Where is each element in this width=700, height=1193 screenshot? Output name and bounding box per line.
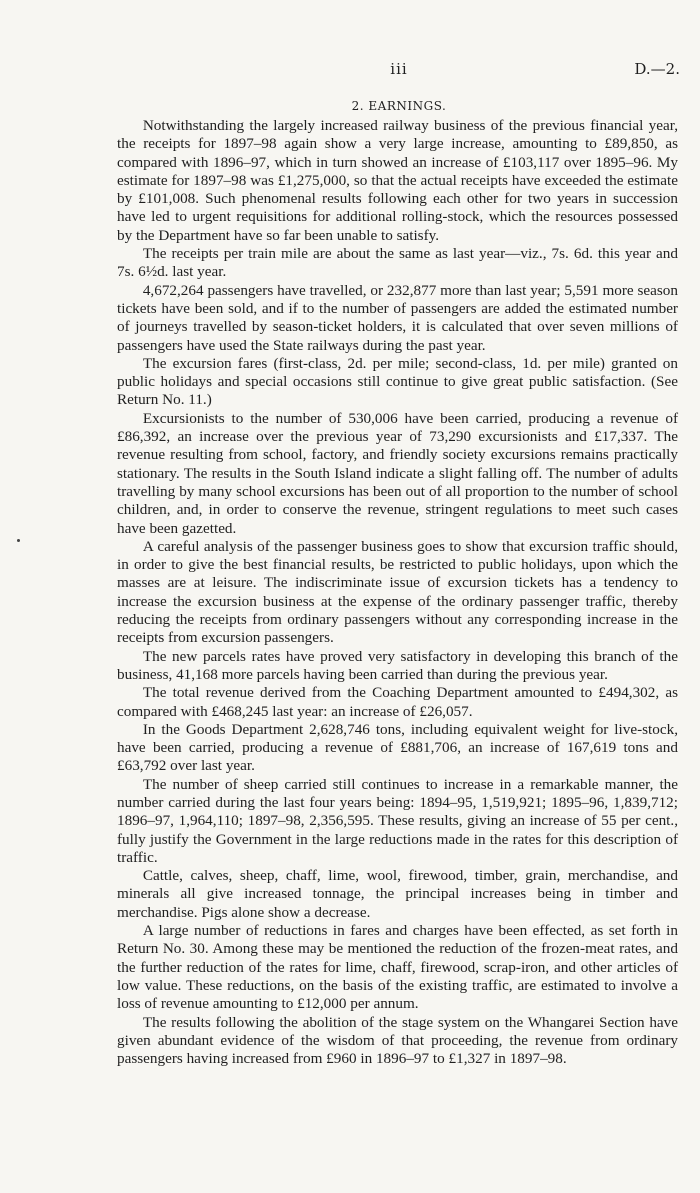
page-number: iii bbox=[390, 60, 408, 78]
paragraph-train-mile-receipts: The receipts per train mile are about the same as last year—viz., 7s. 6d. this year and 7s. 6½d. last year. bbox=[117, 245, 678, 281]
paragraph-reductions: A large number of reductions in fares and charges have been effected, as set forth in Return No. 30. Among these may be mentioned the reduction of the frozen-meat rates, and the further reduction of the rates for lime, chaff, firewood, scrap-iron, and other articles of low value. These reductions, on the basis of the existing traffic, are estimated to involve a loss of revenue amounting to £12,000 per annum. bbox=[117, 922, 678, 1013]
paragraph-excursionists: Excursionists to the number of 530,006 have been carried, producing a revenue of £86,392, an increase over the previous year of 73,290 excursionists and £17,337. The revenue resulting from school, factory, and friendly society excursions remains practically stationary. The results in the South Island indicate a slight falling off. The number of adults travelling by many school excursions has been out of all proportion to the number of school children, and, in order to conserve the revenue, stringent regulations to meet such cases have been gazetted. bbox=[117, 409, 678, 537]
paragraph-coaching-revenue: The total revenue derived from the Coaching Department amounted to £494,302, as compared with £468,245 last year: an increase of £26,057. bbox=[117, 684, 678, 720]
paragraph-excursion-fares: The excursion fares (first-class, 2d. per mile; second-class, 1d. per mile) granted on public holidays and special occasions still continue to give great public satisfaction. (See Return No. 11.) bbox=[117, 354, 678, 409]
paragraph-sheep-carried: The number of sheep carried still continues to increase in a remarkable manner, the number carried during the last four years being: 1894–95, 1,519,921; 1895–96, 1,839,712; 1896–97, 1,964,110; 1897–98, 2,356,595. These results, giving an increase of 55 per cent., fully justify the Government in the large reductions made in the rates for this description of traffic. bbox=[117, 775, 678, 866]
paragraph-parcels-rates: The new parcels rates have proved very satisfactory in developing this branch of the business, 41,168 more parcels having been carried than during the previous year. bbox=[117, 647, 678, 683]
paragraph-passengers: 4,672,264 passengers have travelled, or 232,877 more than last year; 5,591 more season tickets have been sold, and if to the number of passengers are added the estimated number of journeys travelled by season-ticket holders, it is calculated that over seven millions of passengers have used the State railways during the past year. bbox=[117, 281, 678, 354]
paragraph-tonnage: Cattle, calves, sheep, chaff, lime, wool, firewood, timber, grain, merchandise, and minerals all give increased tonnage, the principal increases being in timber and merchandise. Pigs alone show a decrease. bbox=[117, 867, 678, 921]
document-code: D.—2. bbox=[634, 60, 680, 78]
page-header bbox=[118, 60, 680, 80]
paragraph-earnings-summary: Notwithstanding the largely increased railway business of the previous financial year, the receipts for 1897–98 again show a very large increase, amounting to £89,850, as compared with 1896–97, which in turn showed an increase of £103,117 over 1895–96. My estimate for 1897–98 was £1,275,000, so that the actual receipts have exceeded the estimate by £101,008. Such phenomenal results following each other for two years in succession have led to urgent requisitions for additional rolling-stock, which the resources possessed by the Department have so far been unable to satisfy. bbox=[117, 117, 678, 244]
paragraph-goods-department: In the Goods Department 2,628,746 tons, including equivalent weight for live-stock, have been carried, producing a revenue of £881,706, an increase of 167,619 tons and £63,792 over last year. bbox=[117, 720, 678, 775]
paragraph-passenger-analysis: A careful analysis of the passenger business goes to show that excursion traffic should, in order to give the best financial results, be restricted to public holidays, upon which the masses are at leisure. The indiscriminate issue of excursion tickets has a tendency to increase the excursion business at the expense of the ordinary passenger traffic, thereby reducing the receipts from ordinary passengers without any corresponding increase in the receipts from excursion passengers. bbox=[117, 537, 678, 647]
section-heading: 2. EARNINGS. bbox=[351, 99, 447, 113]
body-text bbox=[117, 117, 678, 1068]
paragraph-whangarei-section: The results following the abolition of the stage system on the Whangarei Section have given abundant evidence of the wisdom of that proceeding, the revenue from ordinary passengers having increased from £960 in 1896–97 to £1,327 in 1897–98. bbox=[117, 1013, 678, 1068]
margin-speck bbox=[17, 539, 20, 542]
